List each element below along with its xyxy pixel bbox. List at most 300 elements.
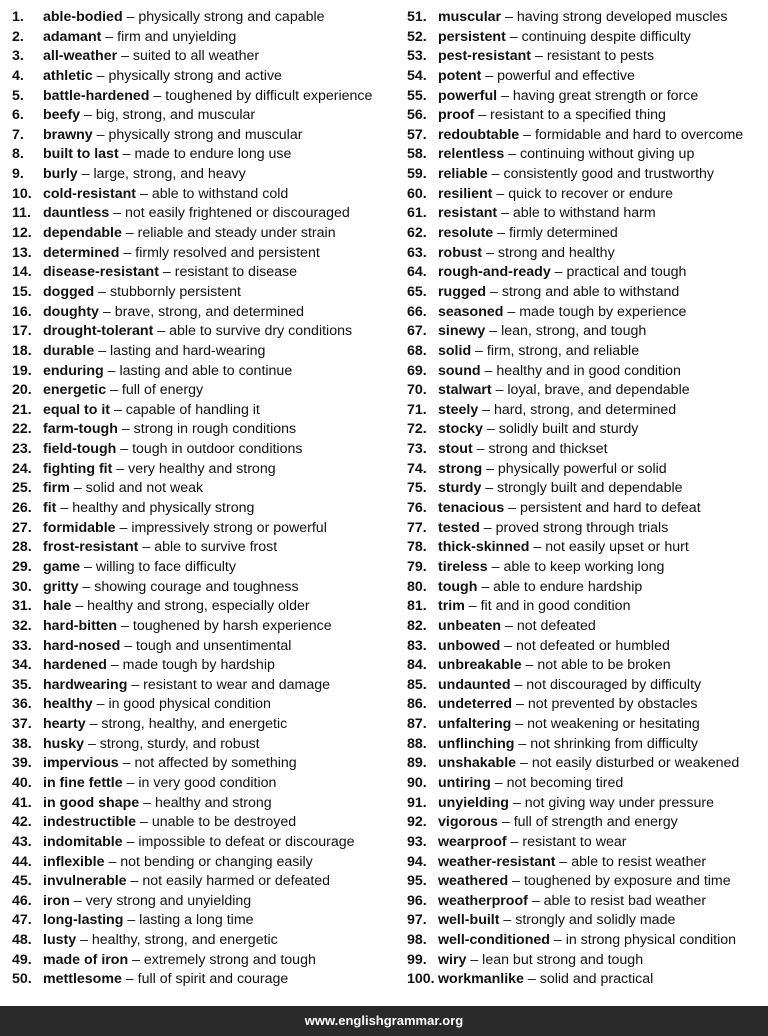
item-number: 8. [12, 146, 24, 163]
list-item [407, 715, 768, 735]
item-separator: – [550, 264, 567, 281]
item-word: fit [43, 500, 57, 517]
item-number: 87. [407, 716, 427, 733]
list-item [407, 67, 768, 87]
item-word: unyielding [438, 794, 509, 811]
list-item [12, 872, 396, 892]
item-definition: able to resist bad weather [543, 892, 707, 909]
item-definition: continuing despite difficulty [521, 28, 691, 45]
item-word: impervious [43, 755, 119, 772]
item-word: invulnerable [43, 873, 127, 890]
item-word: wearproof [438, 833, 507, 850]
list-item [12, 931, 396, 951]
item-separator: – [77, 166, 94, 183]
item-separator: – [126, 873, 143, 890]
list-item [12, 401, 396, 421]
item-number: 90. [407, 774, 427, 791]
list-item [12, 695, 396, 715]
item-word: weathered [438, 873, 509, 890]
item-separator: – [504, 146, 521, 163]
item-word: steely [438, 401, 479, 418]
item-number: 84. [407, 657, 427, 674]
item-definition: having great strength or force [512, 87, 699, 104]
item-word: hardwearing [43, 676, 128, 693]
list-item [12, 224, 396, 244]
item-number: 86. [407, 696, 427, 713]
item-word: weatherproof [438, 892, 528, 909]
item-word: undeterred [438, 696, 513, 713]
list-item [12, 283, 396, 303]
item-separator: – [110, 401, 126, 418]
list-item [407, 224, 768, 244]
item-number: 46. [12, 892, 32, 909]
item-word: weather-resistant [438, 853, 556, 870]
list-item [12, 813, 396, 833]
item-definition: able to endure hardship [493, 578, 643, 595]
item-definition: hard, strong, and determined [494, 401, 677, 418]
list-item [407, 754, 768, 774]
item-number: 50. [12, 971, 32, 988]
item-definition: not easily harmed or defeated [142, 873, 331, 890]
item-definition: unable to be destroyed [151, 814, 297, 831]
item-separator: – [516, 755, 532, 772]
list-item [12, 362, 396, 382]
list-item [12, 460, 396, 480]
item-separator: – [101, 28, 118, 45]
item-definition: quick to recover or endure [508, 185, 674, 202]
item-word: dogged [43, 283, 95, 300]
item-separator: – [487, 558, 504, 575]
item-separator: – [529, 539, 546, 556]
item-number: 54. [407, 67, 427, 84]
item-number: 1. [12, 9, 24, 25]
item-definition: not able to be broken [537, 657, 671, 674]
item-separator: – [511, 716, 528, 733]
item-definition: lean but strong and tough [482, 951, 644, 968]
item-word: enduring [43, 362, 104, 379]
item-separator: – [481, 67, 498, 84]
item-definition: firm, strong, and reliable [486, 342, 640, 359]
item-separator: – [472, 441, 489, 458]
item-definition: able to withstand cold [151, 185, 289, 202]
item-number: 3. [12, 48, 24, 65]
item-word: gritty [43, 578, 79, 595]
item-word: disease-resistant [43, 264, 159, 281]
item-word: seasoned [438, 303, 504, 320]
item-number: 70. [407, 382, 427, 399]
item-definition: extremely strong and tough [143, 951, 316, 968]
item-word: rugged [438, 283, 487, 300]
item-word: mettlesome [43, 971, 122, 988]
item-separator: – [117, 48, 133, 65]
item-number: 73. [407, 441, 427, 458]
item-number: 100. [407, 971, 435, 988]
list-item [407, 695, 768, 715]
list-item [407, 145, 768, 165]
item-separator: – [121, 225, 138, 242]
item-separator: – [106, 382, 122, 399]
item-separator: – [149, 87, 166, 104]
word-list [0, 8, 768, 998]
item-separator: – [122, 9, 139, 25]
item-definition: solidly built and sturdy [498, 421, 639, 438]
item-word: dauntless [43, 205, 110, 222]
list-item [407, 872, 768, 892]
item-separator: – [56, 500, 73, 517]
item-number: 88. [407, 735, 427, 752]
item-word: untiring [438, 774, 491, 791]
item-definition: not affected by something [134, 755, 297, 772]
item-definition: in good physical condition [108, 696, 271, 713]
item-word: resistant [438, 205, 498, 222]
list-item [407, 244, 768, 264]
list-item [407, 479, 768, 499]
list-item [407, 519, 768, 539]
item-word: formidable [43, 519, 116, 536]
item-definition: stubbornly persistent [110, 283, 241, 300]
item-separator: – [491, 382, 508, 399]
item-word: proof [438, 107, 475, 124]
item-separator: – [549, 932, 566, 949]
item-word: undaunted [438, 676, 511, 693]
item-number: 60. [407, 185, 427, 202]
item-number: 42. [12, 814, 32, 831]
item-number: 75. [407, 480, 427, 497]
item-number: 55. [407, 87, 427, 104]
item-definition: not defeated or humbled [516, 637, 670, 654]
item-definition: resistant to pests [546, 48, 655, 65]
item-definition: persistent and hard to defeat [520, 500, 701, 517]
item-definition: proved strong through trials [495, 519, 669, 536]
footer-bar [0, 1006, 768, 1036]
item-number: 38. [12, 735, 32, 752]
item-definition: healthy and in good condition [496, 362, 681, 379]
item-definition: reliable and steady under strain [137, 225, 336, 242]
list-item [407, 204, 768, 224]
item-definition: healthy and strong, especially older [87, 598, 310, 615]
item-separator: – [94, 342, 111, 359]
item-separator: – [480, 362, 497, 379]
item-definition: resistant to wear [522, 833, 627, 850]
footer-site-link[interactable]: www.englishgrammar.org [304, 1013, 464, 1028]
item-separator: – [497, 814, 514, 831]
item-separator: – [466, 951, 483, 968]
list-item [12, 499, 396, 519]
list-item [12, 833, 396, 853]
item-number: 39. [12, 755, 32, 772]
list-item [12, 637, 396, 657]
item-word: doughty [43, 303, 99, 320]
list-item [407, 47, 768, 67]
item-number: 10. [12, 185, 32, 202]
item-number: 27. [12, 519, 32, 536]
item-word: husky [43, 735, 85, 752]
item-word: hardened [43, 657, 107, 674]
item-word: unshakable [438, 755, 517, 772]
list-item [407, 322, 768, 342]
item-definition: toughened by harsh experience [132, 617, 332, 634]
item-number: 57. [407, 126, 427, 143]
list-item [12, 519, 396, 539]
item-definition: resistant to a specified thing [490, 107, 666, 124]
list-item [12, 617, 396, 637]
item-separator: – [471, 342, 487, 359]
list-item [407, 460, 768, 480]
item-word: tireless [438, 558, 488, 575]
list-item [407, 342, 768, 362]
item-separator: – [503, 303, 520, 320]
item-number: 25. [12, 480, 32, 497]
list-item [407, 656, 768, 676]
item-word: fighting fit [43, 460, 113, 477]
list-item [407, 853, 768, 873]
item-separator: – [481, 480, 498, 497]
item-word: iron [43, 892, 70, 909]
item-word: drought-tolerant [43, 323, 154, 340]
item-separator: – [121, 971, 138, 988]
item-definition: continuing without giving up [520, 146, 695, 163]
item-number: 65. [407, 283, 427, 300]
item-word: firm [43, 480, 70, 497]
item-definition: lasting and able to continue [119, 362, 293, 379]
item-number: 49. [12, 951, 32, 968]
item-separator: – [493, 225, 509, 242]
list-item [407, 617, 768, 637]
right-column [407, 8, 768, 990]
item-number: 69. [407, 362, 427, 379]
item-word: dependable [43, 225, 122, 242]
item-number: 24. [12, 460, 32, 477]
item-word: relentless [438, 146, 505, 163]
item-number: 37. [12, 716, 32, 733]
list-item [12, 656, 396, 676]
item-separator: – [92, 126, 109, 143]
item-definition: able to survive dry conditions [169, 323, 353, 340]
list-item [407, 538, 768, 558]
item-definition: firmly resolved and persistent [135, 244, 320, 261]
item-separator: – [139, 794, 155, 811]
item-word: rough-and-ready [438, 264, 551, 281]
item-separator: – [106, 657, 123, 674]
item-definition: resistant to wear and damage [143, 676, 331, 693]
item-word: stocky [438, 421, 483, 438]
list-item [12, 67, 396, 87]
list-item [407, 381, 768, 401]
list-item [407, 8, 768, 28]
item-definition: not becoming tired [506, 774, 624, 791]
list-item [407, 970, 768, 990]
item-definition: strong and healthy [497, 244, 615, 261]
item-definition: big, strong, and muscular [95, 107, 256, 124]
item-word: redoubtable [438, 126, 520, 143]
item-definition: large, strong, and heavy [93, 166, 246, 183]
item-separator: – [112, 460, 129, 477]
item-word: stout [438, 441, 473, 458]
list-item [407, 558, 768, 578]
item-separator: – [80, 558, 96, 575]
item-number: 56. [407, 107, 427, 124]
item-number: 80. [407, 578, 427, 595]
item-separator: – [510, 676, 527, 693]
item-number: 58. [407, 146, 427, 163]
item-definition: lasting a long time [139, 912, 254, 929]
item-number: 45. [12, 873, 32, 890]
item-number: 94. [407, 853, 427, 870]
item-separator: – [506, 833, 523, 850]
item-word: unfaltering [438, 716, 512, 733]
item-separator: – [464, 598, 481, 615]
item-separator: – [531, 48, 547, 65]
item-definition: impressively strong or powerful [131, 519, 327, 536]
item-separator: – [486, 283, 502, 300]
list-item [407, 303, 768, 323]
item-separator: – [136, 185, 152, 202]
item-definition: made tough by experience [519, 303, 687, 320]
list-item [12, 244, 396, 264]
item-word: adamant [43, 28, 102, 45]
item-separator: – [477, 578, 494, 595]
item-number: 32. [12, 617, 32, 634]
item-definition: toughened by difficult experience [165, 87, 373, 104]
list-item [12, 597, 396, 617]
item-word: athletic [43, 67, 93, 84]
item-number: 91. [407, 794, 427, 811]
item-word: built to last [43, 146, 119, 163]
item-number: 79. [407, 558, 427, 575]
item-number: 74. [407, 460, 427, 477]
item-definition: not bending or changing easily [120, 853, 313, 870]
item-number: 11. [12, 205, 31, 222]
item-definition: powerful and effective [497, 67, 635, 84]
item-number: 40. [12, 774, 32, 791]
item-number: 52. [407, 28, 427, 45]
item-separator: – [118, 755, 135, 772]
list-item [12, 126, 396, 146]
item-separator: – [521, 657, 538, 674]
item-word: healthy [43, 696, 93, 713]
item-definition: impossible to defeat or discourage [138, 833, 355, 850]
item-definition: not discouraged by difficulty [526, 676, 702, 693]
item-separator: – [474, 107, 491, 124]
item-word: tested [438, 519, 480, 536]
item-separator: – [115, 519, 132, 536]
list-item [12, 204, 396, 224]
item-definition: in strong physical condition [565, 932, 737, 949]
list-item [12, 185, 396, 205]
item-word: robust [438, 244, 483, 261]
list-item [407, 637, 768, 657]
item-definition: suited to all weather [132, 48, 260, 65]
item-definition: tough in outdoor conditions [132, 441, 303, 458]
item-definition: able to withstand harm [512, 205, 656, 222]
list-item [12, 676, 396, 696]
item-separator: – [117, 617, 133, 634]
item-separator: – [117, 421, 134, 438]
item-separator: – [92, 696, 109, 713]
item-word: workmanlike [438, 971, 524, 988]
item-number: 92. [407, 814, 427, 831]
item-definition: strongly and solidly made [515, 912, 676, 929]
item-definition: full of spirit and courage [137, 971, 289, 988]
item-separator: – [84, 735, 100, 752]
list-item [407, 931, 768, 951]
item-separator: – [482, 460, 498, 477]
item-definition: not giving way under pressure [524, 794, 714, 811]
item-number: 17. [12, 323, 32, 340]
item-definition: firmly determined [508, 225, 618, 242]
item-separator: – [555, 853, 572, 870]
item-definition: willing to face difficulty [95, 558, 236, 575]
item-definition: very strong and unyielding [85, 892, 252, 909]
item-definition: not easily upset or hurt [545, 539, 689, 556]
item-definition: consistently good and trustworthy [503, 166, 715, 183]
item-word: muscular [438, 9, 502, 25]
item-definition: tough and unsentimental [136, 637, 292, 654]
item-separator: – [505, 28, 522, 45]
list-item [12, 853, 396, 873]
item-separator: – [85, 716, 102, 733]
item-separator: – [153, 323, 170, 340]
item-separator: – [103, 362, 120, 379]
list-item [12, 420, 396, 440]
item-separator: – [71, 598, 88, 615]
item-number: 71. [407, 401, 427, 418]
list-item [12, 774, 396, 794]
list-item [12, 951, 396, 971]
item-number: 22. [12, 421, 32, 438]
item-number: 81. [407, 598, 427, 615]
item-definition: not shrinking from difficulty [530, 735, 698, 752]
list-item [12, 145, 396, 165]
item-number: 35. [12, 676, 32, 693]
item-separator: – [119, 244, 136, 261]
item-word: hearty [43, 716, 86, 733]
item-word: game [43, 558, 81, 575]
item-word: determined [43, 244, 120, 261]
list-item [407, 911, 768, 931]
item-definition: able to keep working long [503, 558, 665, 575]
item-separator: – [492, 185, 509, 202]
item-separator: – [497, 205, 513, 222]
item-word: tenacious [438, 500, 505, 517]
item-definition: lasting and hard-wearing [110, 342, 266, 359]
item-number: 6. [12, 107, 24, 124]
item-word: reliable [438, 166, 488, 183]
list-item [407, 813, 768, 833]
item-separator: – [527, 892, 544, 909]
item-definition: not prevented by obstacles [527, 696, 698, 713]
item-number: 14. [12, 264, 32, 281]
item-word: resolute [438, 225, 494, 242]
item-separator: – [512, 696, 528, 713]
item-number: 20. [12, 382, 32, 399]
list-item [407, 87, 768, 107]
list-item [12, 8, 396, 28]
list-item [407, 185, 768, 205]
item-word: burly [43, 166, 78, 183]
item-number: 33. [12, 637, 32, 654]
item-number: 61. [407, 205, 427, 222]
item-definition: formidable and hard to overcome [534, 126, 744, 143]
item-word: indestructible [43, 814, 137, 831]
item-word: able-bodied [43, 9, 123, 25]
list-item [12, 165, 396, 185]
list-item [407, 951, 768, 971]
item-separator: – [490, 774, 507, 791]
item-definition: not defeated [516, 617, 596, 634]
item-separator: – [501, 9, 517, 25]
item-separator: – [500, 637, 517, 654]
